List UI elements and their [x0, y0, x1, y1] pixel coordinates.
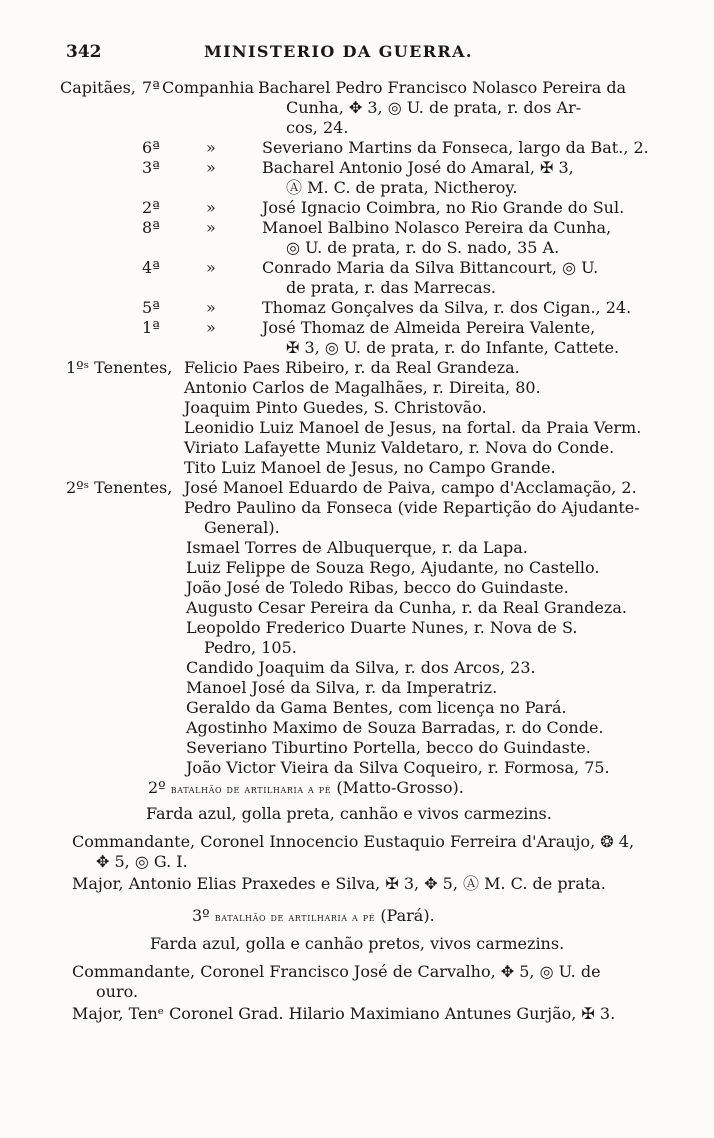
company-number: 7ª — [142, 78, 160, 97]
company-number: 8ª — [142, 218, 160, 237]
captain-entry-line: Cunha, ✥ 3, ◎ U. de prata, r. dos Ar- — [286, 98, 582, 117]
lieutenant-entry: Tito Luiz Manoel de Jesus, no Campo Grande. — [184, 458, 556, 477]
company-number: 3ª — [142, 158, 160, 177]
ditto-mark: » — [206, 318, 216, 337]
lieutenant-entry: João José de Toledo Ribas, becco do Guindaste. — [186, 578, 569, 597]
lieutenant-entry: Agostinho Maximo de Souza Barradas, r. do Conde. — [186, 718, 604, 737]
battalion-number: 2º — [148, 778, 166, 797]
battalion-3-major: Major, Tenᵉ Coronel Grad. Hilario Maximiano Antunes Gurjão, ✠ 3. — [72, 1004, 616, 1023]
captain-entry-line: ◎ U. de prata, r. do S. nado, 35 A. — [286, 238, 560, 257]
lieutenant-entry: Augusto Cesar Pereira da Cunha, r. da Real Grandeza. — [186, 598, 627, 617]
lieutenant-entry: José Manoel Eduardo de Paiva, campo d'Acclamação, 2. — [184, 478, 637, 497]
lieutenant-entry: Pedro, 105. — [204, 638, 297, 657]
captain-entry-line: cos, 24. — [286, 118, 349, 137]
captain-entry-line: Thomaz Gonçalves da Silva, r. dos Cigan., 24. — [262, 298, 632, 317]
page-number: 342 — [66, 42, 102, 62]
lieutenant-entry: Leonidio Luiz Manoel de Jesus, na fortal. da Praia Verm. — [184, 418, 642, 437]
lieutenant-entry: Antonio Carlos de Magalhães, r. Direita, 80. — [184, 378, 541, 397]
captain-entry-line: ✠ 3, ◎ U. de prata, r. do Infante, Cattete. — [286, 338, 620, 357]
captain-entry-line: Conrado Maria da Silva Bittancourt, ◎ U. — [262, 258, 599, 277]
ditto-mark: » — [206, 258, 216, 277]
lieutenant-entry: Ismael Torres de Albuquerque, r. da Lapa. — [186, 538, 528, 557]
battalion-2-major: Major, Antonio Elias Praxedes e Silva, ✠ 3, ✥ 5, Ⓐ M. C. de prata. — [72, 874, 606, 893]
lieutenant-entry: João Victor Vieira da Silva Coqueiro, r. Formosa, 75. — [186, 758, 610, 777]
ditto-mark: » — [206, 198, 216, 217]
battalion-2-commander-cont: ✥ 5, ◎ G. I. — [96, 852, 188, 871]
company-word: Companhia — [162, 78, 255, 97]
battalion-number: 3º — [192, 906, 210, 925]
lieutenant-entry: General). — [204, 518, 280, 537]
battalion-name: batalhão de artilharia a pé — [214, 910, 376, 924]
captain-entry-line: Severiano Martins da Fonseca, largo da Bat., 2. — [262, 138, 649, 157]
ditto-mark: » — [206, 138, 216, 157]
battalion-3-commander-cont: ouro. — [96, 982, 139, 1001]
battalion-name: batalhão de artilharia a pé — [170, 782, 332, 796]
company-number: 4ª — [142, 258, 160, 277]
page-title: MINISTERIO DA GUERRA. — [204, 42, 473, 61]
company-number: 6ª — [142, 138, 160, 157]
captain-entry-line: Ⓐ M. C. de prata, Nictheroy. — [286, 178, 518, 197]
battalion-3-heading — [192, 906, 435, 927]
battalion-2-uniform: Farda azul, golla preta, canhão e vivos carmezins. — [146, 804, 552, 823]
captain-entry-line: Bacharel Pedro Francisco Nolasco Pereira da — [258, 78, 627, 97]
lieutenant-entry: Geraldo da Gama Bentes, com licença no Pará. — [186, 698, 567, 717]
captain-entry-line: Bacharel Antonio José do Amaral, ✠ 3, — [262, 158, 574, 177]
lieutenant-entry: Pedro Paulino da Fonseca (vide Repartição do Ajudante- — [184, 498, 640, 517]
lieutenant-entry: Severiano Tiburtino Portella, becco do Guindaste. — [186, 738, 591, 757]
lieutenant-entry: Felicio Paes Ribeiro, r. da Real Grandeza. — [184, 358, 520, 377]
company-number: 1ª — [142, 318, 160, 337]
lieutenant-entry: Joaquim Pinto Guedes, S. Christovão. — [184, 398, 487, 417]
captain-entry-line: José Ignacio Coimbra, no Rio Grande do Sul. — [262, 198, 625, 217]
ditto-mark: » — [206, 158, 216, 177]
battalion-3-commander: Commandante, Coronel Francisco José de Carvalho, ✥ 5, ◎ U. de — [72, 962, 601, 981]
battalion-3-uniform: Farda azul, golla e canhão pretos, vivos carmezins. — [150, 934, 565, 953]
first-lieutenants-label: 1ºˢ Tenentes, — [66, 358, 173, 377]
battalion-place: (Matto-Grosso). — [336, 778, 464, 797]
lieutenant-entry: Luiz Felippe de Souza Rego, Ajudante, no Castello. — [186, 558, 600, 577]
company-number: 2ª — [142, 198, 160, 217]
battalion-2-commander: Commandante, Coronel Innocencio Eustaquio Ferreira d'Araujo, ❂ 4, — [72, 832, 635, 851]
captain-entry-line: Manoel Balbino Nolasco Pereira da Cunha, — [262, 218, 612, 237]
ditto-mark: » — [206, 298, 216, 317]
captains-label: Capitães, — [60, 78, 136, 97]
company-number: 5ª — [142, 298, 160, 317]
ditto-mark: » — [206, 218, 216, 237]
battalion-2-heading — [148, 778, 464, 799]
battalion-place: (Pará). — [380, 906, 435, 925]
second-lieutenants-label: 2ºˢ Tenentes, — [66, 478, 173, 497]
captain-entry-line: de prata, r. das Marrecas. — [286, 278, 496, 297]
lieutenant-entry: Leopoldo Frederico Duarte Nunes, r. Nova de S. — [186, 618, 578, 637]
lieutenant-entry: Manoel José da Silva, r. da Imperatriz. — [186, 678, 498, 697]
page-header — [0, 42, 714, 66]
lieutenant-entry: Viriato Lafayette Muniz Valdetaro, r. Nova do Conde. — [184, 438, 615, 457]
lieutenant-entry: Candido Joaquim da Silva, r. dos Arcos, 23. — [186, 658, 536, 677]
captain-entry-line: José Thomaz de Almeida Pereira Valente, — [262, 318, 596, 337]
